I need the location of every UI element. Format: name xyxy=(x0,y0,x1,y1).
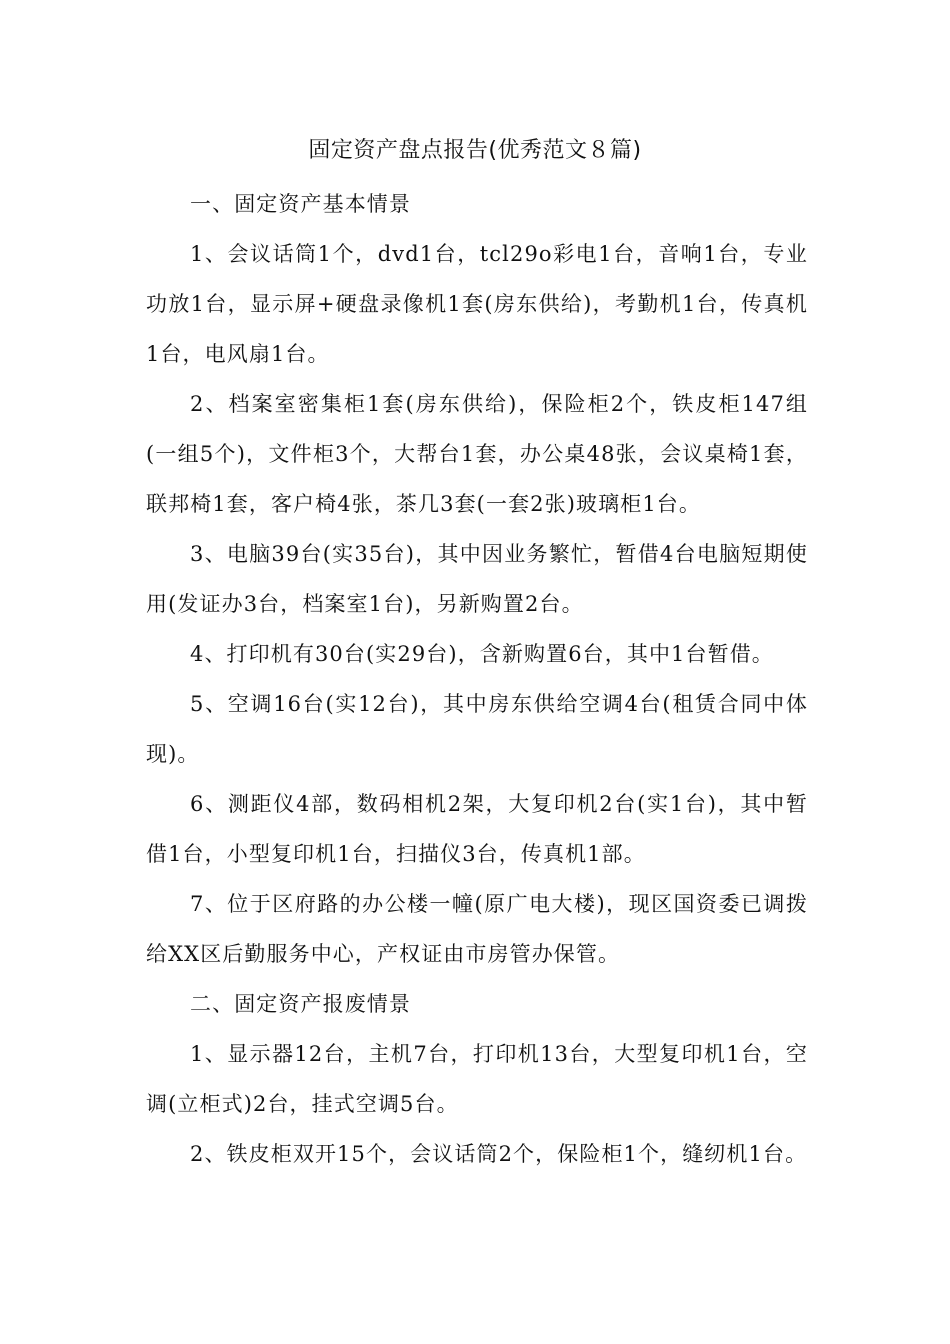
paragraph-scrap-1: 1、显示器12台，主机7台，打印机13台，大型复印机1台，空调(立柜式)2台，挂式空调5台。 xyxy=(146,1042,808,1116)
section-heading-scrap: 二、固定资产报废情景 xyxy=(190,992,411,1016)
paragraph-item-3: 3、电脑39台(实35台)，其中因业务繁忙，暂借4台电脑短期使用(发证办3台，档案室1台)，另新购置2台。 xyxy=(146,542,808,616)
paragraph-item-2: 2、档案室密集柜1套(房东供给)，保险柜2个，铁皮柜147组(一组5个)，文件柜3个，大帮台1套，办公桌48张，会议桌椅1套，联邦椅1套，客户椅4张，茶几3套(一套2张)玻璃柜1台。 xyxy=(146,392,808,516)
paragraph-scrap-2: 2、铁皮柜双开15个，会议话筒2个，保险柜1个，缝纫机1台。 xyxy=(190,1142,808,1166)
paragraph-item-6: 6、测距仪4部，数码相机2架，大复印机2台(实1台)，其中暂借1台，小型复印机1台，扫描仪3台，传真机1部。 xyxy=(146,792,808,866)
paragraph-item-4: 4、打印机有30台(实29台)，含新购置6台，其中1台暂借。 xyxy=(190,642,774,666)
section-heading-basic: 一、固定资产基本情景 xyxy=(190,192,411,216)
document-body xyxy=(146,179,808,1179)
paragraph-item-5: 5、空调16台(实12台)，其中房东供给空调4台(租赁合同中体现)。 xyxy=(146,692,808,766)
paragraph-item-1: 1、会议话筒1个，dvd1台，tcl29o彩电1台，音响1台，专业功放1台，显示屏+硬盘录像机1套(房东供给)，考勤机1台，传真机1台，电风扇1台。 xyxy=(146,242,808,366)
paragraph-item-7: 7、位于区府路的办公楼一幢(原广电大楼)，现区国资委已调拨给XX区后勤服务中心，产权证由市房管办保管。 xyxy=(146,892,808,966)
document-title: 固定资产盘点报告(优秀范文８篇) xyxy=(308,138,642,163)
